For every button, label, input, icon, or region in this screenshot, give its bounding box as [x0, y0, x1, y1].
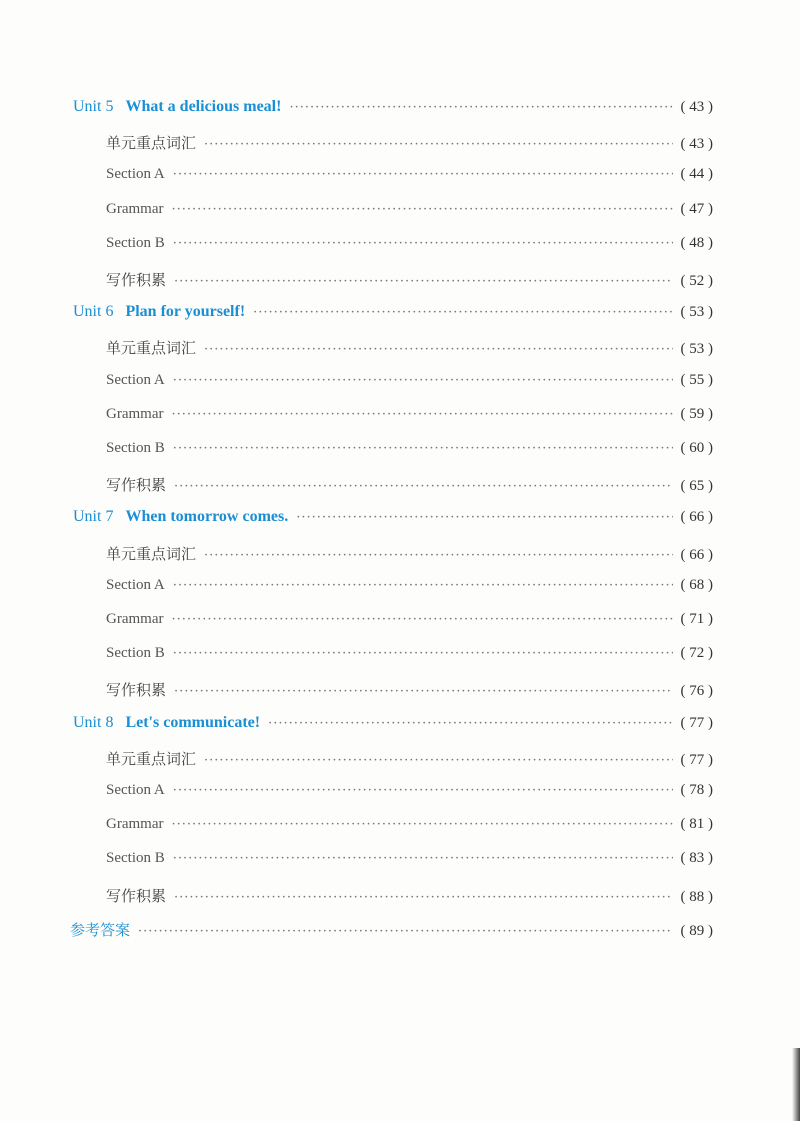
toc-section-row[interactable] [106, 269, 713, 293]
page-number: ( 72 ) [680, 645, 713, 662]
page-number: ( 89 ) [680, 922, 713, 939]
page-number: ( 52 ) [680, 273, 713, 289]
unit-title: Let's communicate! [125, 713, 261, 731]
section-title: 写作积累 [106, 271, 167, 289]
unit-label: Unit 8 [73, 713, 114, 731]
section-title: Section B [106, 645, 165, 662]
leader-dots [296, 510, 672, 525]
section-title: Section A [106, 166, 165, 183]
page-number: ( 60 ) [680, 440, 713, 456]
section-title: 写作积累 [106, 476, 167, 495]
page-number: ( 55 ) [680, 371, 713, 388]
page-number: ( 43 ) [680, 136, 713, 153]
unit-title: What a delicious meal! [125, 98, 282, 115]
toc-section-row[interactable] [106, 132, 713, 156]
toc-section-row[interactable] [106, 474, 713, 498]
toc-section-row[interactable] [106, 166, 713, 190]
page-number: ( 48 ) [680, 234, 713, 251]
page-number: ( 88 ) [680, 888, 713, 905]
page-edge-shadow [792, 1048, 800, 1121]
leader-dots [173, 783, 673, 798]
section-title: Section B [106, 234, 165, 251]
section-title: Grammar [106, 405, 164, 422]
leader-dots [173, 578, 673, 593]
answer-key-title: 参考答案 [70, 920, 131, 939]
toc-answer-key-row[interactable] [70, 919, 713, 943]
page-number: ( 59 ) [680, 405, 713, 422]
page-number: ( 43 ) [680, 99, 713, 115]
toc-unit-row[interactable] [73, 98, 713, 122]
page-number: ( 77 ) [680, 751, 713, 768]
toc-section-row[interactable] [106, 440, 713, 464]
toc-section-row[interactable] [106, 337, 713, 361]
toc-section-row[interactable] [106, 372, 713, 396]
section-title: 写作积累 [106, 681, 167, 700]
page-number: ( 47 ) [680, 200, 713, 217]
section-title: 单元重点词汇 [106, 134, 197, 153]
section-title: 单元重点词汇 [106, 544, 197, 563]
leader-dots [204, 548, 672, 563]
leader-dots [171, 407, 672, 422]
page-number: ( 44 ) [680, 166, 713, 183]
leader-dots [138, 924, 672, 939]
leader-dots [174, 479, 672, 494]
leader-dots [171, 817, 672, 832]
section-title: Grammar [106, 200, 164, 217]
page-number: ( 53 ) [680, 341, 713, 358]
section-title: Grammar [106, 611, 164, 627]
toc-section-row[interactable] [106, 543, 713, 567]
toc-section-row[interactable] [106, 679, 713, 703]
toc-section-row[interactable] [106, 748, 713, 772]
page-number: ( 81 ) [680, 816, 713, 833]
toc-section-row[interactable] [106, 885, 713, 909]
section-title: 写作积累 [106, 886, 167, 905]
unit-title: When tomorrow comes. [125, 508, 289, 526]
leader-dots [204, 753, 672, 768]
unit-label: Unit 6 [73, 303, 114, 321]
toc-section-row[interactable] [106, 577, 713, 601]
section-title: Section A [106, 371, 165, 388]
page-number: ( 68 ) [680, 576, 713, 593]
unit-label: Unit 5 [73, 98, 114, 115]
leader-dots [268, 716, 672, 731]
leader-dots [171, 202, 672, 217]
leader-dots [173, 646, 673, 661]
leader-dots [173, 851, 673, 866]
section-title: Section A [106, 782, 165, 798]
page-number: ( 76 ) [680, 683, 713, 700]
section-title: Section B [106, 440, 165, 456]
page-number: ( 53 ) [680, 304, 713, 321]
unit-label: Unit 7 [73, 508, 114, 526]
unit-title: Plan for yourself! [125, 303, 246, 321]
toc-unit-row[interactable] [73, 714, 713, 738]
leader-dots [174, 890, 672, 905]
page-number: ( 65 ) [680, 478, 713, 495]
section-title: 单元重点词汇 [106, 339, 197, 358]
toc-section-row[interactable] [106, 235, 713, 259]
section-title: Section B [106, 850, 165, 867]
leader-dots [253, 305, 672, 320]
leader-dots [174, 684, 672, 699]
leader-dots [171, 612, 672, 627]
toc-unit-row[interactable] [73, 303, 713, 327]
section-title: 单元重点词汇 [106, 749, 197, 768]
toc-unit-row[interactable] [73, 508, 713, 532]
section-title: Grammar [106, 816, 164, 833]
toc-section-row[interactable] [106, 816, 713, 840]
toc-section-row[interactable] [106, 406, 713, 430]
leader-dots [173, 236, 673, 251]
page-number: ( 83 ) [680, 850, 713, 867]
page-number: ( 71 ) [680, 611, 713, 627]
toc-section-row[interactable] [106, 645, 713, 669]
page-number: ( 66 ) [680, 509, 713, 526]
toc-section-row[interactable] [106, 611, 713, 635]
leader-dots [173, 167, 673, 182]
toc-section-row[interactable] [106, 201, 713, 225]
leader-dots [173, 441, 673, 456]
toc-section-row[interactable] [106, 850, 713, 874]
section-title: Section A [106, 576, 165, 593]
page-number: ( 66 ) [680, 546, 713, 563]
toc-section-row[interactable] [106, 782, 713, 806]
leader-dots [174, 274, 672, 289]
leader-dots [204, 342, 672, 357]
leader-dots [173, 373, 673, 388]
leader-dots [204, 137, 672, 152]
leader-dots [289, 100, 672, 115]
page-number: ( 78 ) [680, 782, 713, 798]
page-number: ( 77 ) [680, 714, 713, 731]
